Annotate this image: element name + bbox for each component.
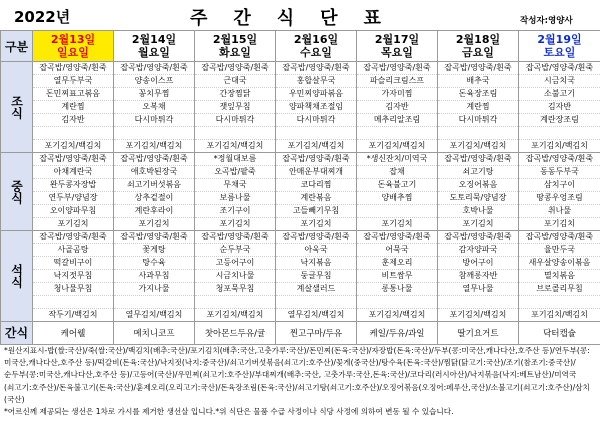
menu-item: 시금치나물 xyxy=(195,270,275,283)
author-label: 작성자:영양사 xyxy=(520,16,573,26)
day-weekday: 수요일 xyxy=(300,46,332,59)
menu-item: 연두부/양념장 xyxy=(33,192,113,205)
menu-item: 잡곡밥/영양죽/흰죽 xyxy=(114,62,194,75)
menu-item: *정월대보름 xyxy=(195,153,275,166)
menu-cell xyxy=(357,153,438,231)
menu-item: 잡곡밥/영양죽/흰죽 xyxy=(33,153,113,166)
menu-item: *생신잔치/미역국 xyxy=(357,153,437,166)
page-title: 주간식단표 xyxy=(190,8,407,29)
menu-item: 잡곡밥/영양죽/흰죽 xyxy=(519,62,600,75)
meal-row xyxy=(1,62,600,153)
menu-cell xyxy=(33,62,114,153)
menu-item: 홍합살무국 xyxy=(276,75,356,88)
menu-item: 근대국 xyxy=(195,75,275,88)
menu-cell xyxy=(357,231,438,322)
menu-cell xyxy=(33,153,114,231)
day-header xyxy=(357,31,438,62)
day-weekday: 월요일 xyxy=(138,46,170,59)
menu-item: 포기김치/백김치 xyxy=(449,310,507,319)
menu-item: 포기김치/백김치 xyxy=(449,141,507,150)
menu-item: 땅콩우엉조림 xyxy=(519,192,600,205)
menu-item: 애호박된장국 xyxy=(114,166,194,179)
menu-item: 간장찜닭 xyxy=(195,88,275,101)
menu-item: 잡곡밥/영양죽/흰죽 xyxy=(519,153,600,166)
meal-row xyxy=(1,153,600,231)
menu-item: 다시마튀각 xyxy=(114,114,194,127)
menu-item: 코다리찜 xyxy=(276,179,356,192)
menu-item: 안매운부대찌개 xyxy=(276,166,356,179)
menu-item: 김자반 xyxy=(357,101,437,114)
menu-item: 계살샐러드 xyxy=(276,283,356,296)
menu-item: 포기김치 xyxy=(381,219,413,228)
day-header xyxy=(276,31,357,62)
menu-item: 가지나물 xyxy=(114,283,194,296)
day-date: 2월13일 xyxy=(50,33,96,46)
menu-item: 롱통나물 xyxy=(357,283,437,296)
year-label: 2022년 xyxy=(14,8,71,26)
menu-item: 돈육불고기 xyxy=(357,179,437,192)
menu-item: 오곡밥/팥죽 xyxy=(195,166,275,179)
menu-item: 잡곡밥/영양죽/흰죽 xyxy=(357,231,437,244)
day-header xyxy=(33,31,114,62)
menu-item: 김자반 xyxy=(519,101,600,114)
day-header xyxy=(114,31,195,62)
menu-item xyxy=(195,296,275,309)
menu-item: 도토리묵/양념장 xyxy=(438,192,518,205)
menu-item: 열무김치/백김치 xyxy=(125,310,183,319)
menu-item: 무채국 xyxy=(195,179,275,192)
day-header-row xyxy=(1,31,600,62)
snack-item: 딸기요거트 xyxy=(438,322,519,345)
menu-item: 쇠고기탕 xyxy=(438,166,518,179)
menu-item: 포기김치 xyxy=(300,219,332,228)
menu-item: 파슬리크림스프 xyxy=(357,75,437,88)
menu-item: 잡채 xyxy=(357,166,437,179)
menu-item: 둥글무침 xyxy=(276,270,356,283)
snack-row xyxy=(1,322,600,345)
day-header xyxy=(519,31,600,62)
notice-text: *어르신께 제공되는 생선은 1차로 가시를 제거한 생선살 입니다.*위 식단은 물품 수급 사정이나 식당 사정에 의하여 변동 될 수 있습니다. xyxy=(4,407,454,417)
menu-item: 배추국 xyxy=(438,75,518,88)
day-weekday: 금요일 xyxy=(462,46,494,59)
menu-item: 가자미찜 xyxy=(357,88,437,101)
menu-item: 꽁치무찜 xyxy=(114,88,194,101)
menu-item: 포기김치 xyxy=(462,219,494,228)
menu-cell xyxy=(276,62,357,153)
menu-item: 감자양파국 xyxy=(438,244,518,257)
menu-item: 김자반 xyxy=(33,114,113,127)
menu-item: 잡곡밥/영양죽/흰죽 xyxy=(276,153,356,166)
menu-item: 멸치볶음 xyxy=(519,270,600,283)
menu-item: 잡곡밥/영양죽/흰죽 xyxy=(276,62,356,75)
menu-item: 청나물무침 xyxy=(33,283,113,296)
menu-item: 양파책채조절임 xyxy=(276,101,356,114)
day-weekday: 목요일 xyxy=(381,46,413,59)
menu-item: 포기김치/백김치 xyxy=(531,141,588,150)
menu-item xyxy=(276,127,356,140)
menu-item xyxy=(438,296,518,309)
menu-item: 순두부국 xyxy=(195,244,275,257)
menu-item: 시금치국 xyxy=(519,75,600,88)
menu-item: 새우살양송이볶음 xyxy=(519,257,600,270)
day-date: 2월15일 xyxy=(212,33,258,46)
menu-item: 포기김치/백김치 xyxy=(44,141,102,150)
menu-item: 잡곡밥/영양죽/흰죽 xyxy=(195,62,275,75)
menu-item: 훈제오리 xyxy=(357,257,437,270)
menu-item: 잿잎무침 xyxy=(195,101,275,114)
menu-item: 포기김치/백김치 xyxy=(368,310,426,319)
title-row xyxy=(0,0,600,30)
menu-item: 조기구이 xyxy=(195,205,275,218)
menu-item: 떡갈비구이 xyxy=(33,257,113,270)
menu-item: 고들빼기무침 xyxy=(276,205,356,218)
menu-item: 포기김치/백김치 xyxy=(125,141,183,150)
menu-item: 열무나물 xyxy=(438,283,518,296)
menu-item: 방어구이 xyxy=(438,257,518,270)
meal-label: 석식 xyxy=(1,231,33,322)
menu-cell xyxy=(276,153,357,231)
menu-item: 포기김치/백김치 xyxy=(206,310,264,319)
menu-item: 포기김치/백김치 xyxy=(287,141,345,150)
menu-item: 고등어구이 xyxy=(195,257,275,270)
menu-item: 계란후라이 xyxy=(114,205,194,218)
menu-cell xyxy=(114,62,195,153)
menu-item: 잡곡밥/영양죽/흰죽 xyxy=(357,62,437,75)
menu-item: 잡곡밥/영양죽/흰죽 xyxy=(33,231,113,244)
snack-item: 케어웰 xyxy=(33,322,114,345)
menu-item: 잡곡밥/영양죽/흰죽 xyxy=(33,62,113,75)
day-date: 2월14일 xyxy=(131,33,177,46)
menu-item: 포기김치/백김치 xyxy=(531,310,588,319)
snack-item: 메치니코프 xyxy=(114,322,195,345)
menu-item: 우민찌양파볶음 xyxy=(276,88,356,101)
menu-item: 계란장조림 xyxy=(519,114,600,127)
meal-label: 조식 xyxy=(1,62,33,153)
menu-item: 잡곡밥/영양죽/흰죽 xyxy=(114,231,194,244)
day-weekday: 일요일 xyxy=(57,46,89,59)
menu-item: 잡곡밥/영양죽/흰죽 xyxy=(114,153,194,166)
menu-item xyxy=(33,296,113,309)
menu-item xyxy=(357,296,437,309)
menu-cell xyxy=(357,62,438,153)
menu-item xyxy=(438,127,518,140)
day-date: 2월17일 xyxy=(374,33,420,46)
menu-item: 메추리알조림 xyxy=(357,114,437,127)
menu-item: 완두콩자장밥 xyxy=(33,179,113,192)
menu-item: 다시마튀각 xyxy=(276,114,356,127)
menu-item: 보름나물 xyxy=(195,192,275,205)
menu-item: 사과무침 xyxy=(114,270,194,283)
menu-item: 작두기/백김치 xyxy=(48,310,98,319)
menu-item: 열무두부국 xyxy=(33,75,113,88)
menu-item: 어묵국 xyxy=(357,244,437,257)
menu-cell xyxy=(195,231,276,322)
menu-cell xyxy=(33,231,114,322)
menu-item: 포기김치 xyxy=(57,219,89,228)
menu-item: 계란볶음 xyxy=(276,192,356,205)
menu-item: 포기김치 xyxy=(138,219,170,228)
menu-item: 쇠고기버섯볶음 xyxy=(114,179,194,192)
day-date: 2월16일 xyxy=(293,33,339,46)
menu-item xyxy=(114,127,194,140)
day-header xyxy=(195,31,276,62)
day-weekday: 토요일 xyxy=(543,46,576,59)
menu-item xyxy=(519,127,600,140)
menu-item: 오복채 xyxy=(114,101,194,114)
corner-label: 구분 xyxy=(1,31,33,62)
menu-item: 율만두국 xyxy=(519,244,600,257)
menu-item: 돈민찌표고볶음 xyxy=(33,88,113,101)
menu-item xyxy=(357,127,437,140)
day-date: 2월18일 xyxy=(455,33,501,46)
day-date: 2월19일 xyxy=(537,33,582,46)
snack-label: 간식 xyxy=(1,322,33,345)
menu-cell xyxy=(114,153,195,231)
meal-row xyxy=(1,231,600,322)
weekly-menu-table xyxy=(0,30,600,345)
snack-item: 찐고구마/두유 xyxy=(276,322,357,345)
footer-notes xyxy=(4,345,596,418)
menu-cell xyxy=(519,62,600,153)
menu-item: 돈육장조림 xyxy=(438,88,518,101)
menu-cell xyxy=(519,231,600,322)
menu-item: 잡곡밥/영양죽/흰죽 xyxy=(519,231,600,244)
menu-item: 양배추찜 xyxy=(357,192,437,205)
menu-item xyxy=(276,296,356,309)
menu-item: 잡곡밥/영양죽/흰죽 xyxy=(438,62,518,75)
menu-item: 소불고기 xyxy=(519,88,600,101)
snack-item: 케일/두유/과일 xyxy=(357,322,438,345)
menu-item: 오이양파무침 xyxy=(33,205,113,218)
snack-item: 닥터캡슐 xyxy=(519,322,600,345)
menu-item: 잡곡밥/영양죽/흰죽 xyxy=(195,231,275,244)
menu-item: 사골곰탕 xyxy=(33,244,113,257)
menu-item xyxy=(195,127,275,140)
menu-item: 취나물 xyxy=(519,205,600,218)
menu-item: 동동두부국 xyxy=(519,166,600,179)
menu-item: 비트쌈무 xyxy=(357,270,437,283)
menu-cell xyxy=(276,231,357,322)
menu-item: 다시마튀각 xyxy=(438,114,518,127)
menu-item: 포기김치/백김치 xyxy=(206,141,264,150)
menu-item: 낙지젓무침 xyxy=(33,270,113,283)
snack-item: 찻아몬드두유/귤 xyxy=(195,322,276,345)
menu-item xyxy=(519,296,600,309)
menu-item: 참깨롱자반 xyxy=(438,270,518,283)
menu-item: 포기김치 xyxy=(219,219,251,228)
menu-item: 계란찜 xyxy=(438,101,518,114)
menu-item: 포기김치/백김치 xyxy=(368,141,426,150)
menu-item xyxy=(114,296,194,309)
menu-cell xyxy=(114,231,195,322)
menu-cell xyxy=(438,153,519,231)
menu-item: 삼치구이 xyxy=(519,179,600,192)
menu-item: 아채계란국 xyxy=(33,166,113,179)
menu-item xyxy=(357,205,437,218)
menu-item: 브로콜리무침 xyxy=(519,283,600,296)
menu-item: 낙지볶음 xyxy=(276,257,356,270)
menu-item: 탕수육 xyxy=(114,257,194,270)
menu-item: 아욱국 xyxy=(276,244,356,257)
menu-item: 호박나물 xyxy=(438,205,518,218)
menu-item: 잡곡밥/영양죽/흰죽 xyxy=(438,153,518,166)
menu-item: 오징어볶음 xyxy=(438,179,518,192)
menu-item: 잡곡밥/영양죽/흰죽 xyxy=(276,231,356,244)
menu-cell xyxy=(438,62,519,153)
day-weekday: 화요일 xyxy=(219,46,251,59)
meal-label: 중식 xyxy=(1,153,33,231)
origin-info: *원산지표시-밥(쌀:국산)/죽(쌀:국산)/백김치(배추:국산)/포기김치(배추:국산,고춧가루:국산)/돈민찌(돈육:국산)/자장밥(돈육:국산)/두부(콩:미국산,캐나다산,호주산 등)/연두부(콩:미국산,캐나다산,호주산 등)/떡갈비(돈육:국산)/낙지젓(낙지:중국산)/쇠고기버섯볶음(쇠고기:호주산)/꽃게(중국산)/탕수육(돈육:국산)/찜닭(닭고기:국산)/조기(참조기:중국산)/순두부(콩:미국산,캐나다산,호주산 등)/고등어(국산)/우민찌(쇠고기:호주산)/부대찌개(배추:국산, 고춧가루:국산,돈육:국산)/코다리(러시아산)/낙지볶음(낙지:베트남산)/미역국(쇠고기:호주산)/돈육불고기(돈육:국산)/훈제오리(오리고기:국산)/돈육장조림(돈육:국산)/쇠고기탕(쇠고기:호주산)/오징어볶음(오징어:페루산,국산)/소불고기(쇠고기:호주산)/삼치(국산) xyxy=(4,346,590,404)
menu-item: 포기김치 xyxy=(544,219,575,228)
menu-cell xyxy=(519,153,600,231)
menu-item: 다시마튀각 xyxy=(195,114,275,127)
menu-cell xyxy=(195,153,276,231)
day-header xyxy=(438,31,519,62)
menu-cell xyxy=(195,62,276,153)
menu-cell xyxy=(438,231,519,322)
menu-item: 열무김치/백김치 xyxy=(287,310,345,319)
menu-item: 청포묵무침 xyxy=(195,283,275,296)
menu-item: 잡곡밥/영양죽/흰죽 xyxy=(438,231,518,244)
menu-item: 꽃게탕 xyxy=(114,244,194,257)
menu-item xyxy=(33,127,113,140)
menu-item: 양송이스프 xyxy=(114,75,194,88)
menu-item: 상추겉절이 xyxy=(114,192,194,205)
menu-item: 계란찜 xyxy=(33,101,113,114)
